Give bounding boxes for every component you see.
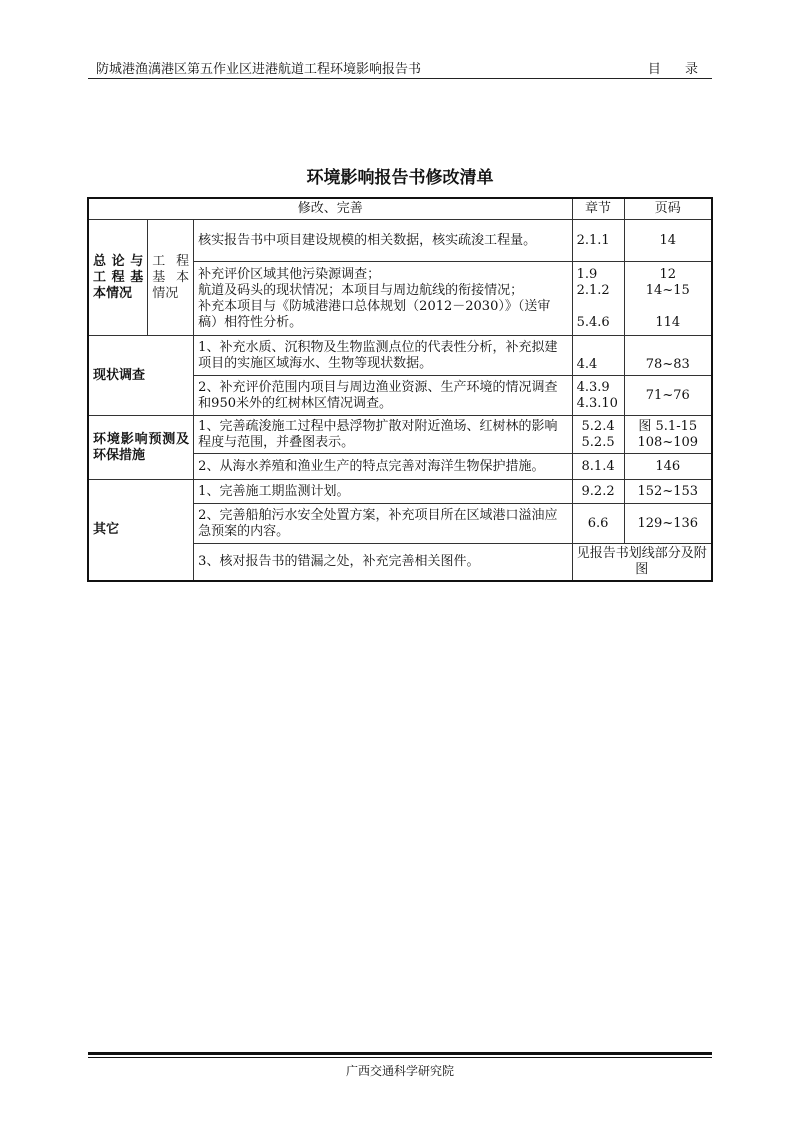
- section-cell: 6.6: [572, 504, 624, 544]
- page-cell: 71~76: [624, 376, 712, 416]
- section-cell: 2.1.1: [572, 220, 624, 262]
- section-cell: 4.4: [572, 336, 624, 376]
- header-section: 章节: [572, 198, 624, 220]
- page-cell: 152~153: [624, 480, 712, 504]
- table-row: [88, 336, 712, 376]
- page-line: 图 5.1-15: [638, 418, 698, 434]
- page-header: [88, 56, 712, 79]
- section-line: 5.4.6: [576, 314, 610, 330]
- footer-divider: [88, 1057, 712, 1058]
- section-cell: [572, 376, 624, 416]
- page-cell: 146: [624, 454, 712, 480]
- content-cell: 核实报告书中项目建设规模的相关数据，核实疏浚工程量。: [194, 220, 572, 262]
- table-row: [88, 416, 712, 454]
- page-cell: 78~83: [624, 336, 712, 376]
- section-line: 1.9: [576, 266, 598, 282]
- section-line: 5.2.5: [581, 434, 615, 450]
- page-line: 12: [659, 266, 677, 282]
- page-line: 114: [655, 314, 681, 330]
- content-cell: 2、从海水养殖和渔业生产的特点完善对海洋生物保护措施。: [194, 454, 572, 480]
- content-line: 补充本项目与《防城港港口总体规划（2012－2030）》（送审稿）相符性分析。: [198, 298, 551, 330]
- subcategory-cell: 工程基本情况: [148, 220, 194, 336]
- category-cell: 总论与工程基本情况: [88, 220, 148, 336]
- revision-table: [87, 197, 713, 582]
- section-line: 4.3.9: [576, 379, 610, 395]
- content-line: 航道及码头的现状情况；本项目与周边航线的衔接情况；: [198, 282, 524, 298]
- content-cell: 1、完善疏浚施工过程中悬浮物扩散对附近渔场、红树林的影响程度与范围，并叠图表示。: [194, 416, 572, 454]
- footer-text: 广西交通科学研究院: [345, 1064, 454, 1078]
- footer-divider: [88, 1052, 712, 1055]
- content-cell: 3、核对报告书的错漏之处，补充完善相关图件。: [194, 544, 572, 582]
- document-title: 防城港渔澫港区第五作业区进港航道工程环境影响报告书: [96, 62, 422, 77]
- section-cell: 8.1.4: [572, 454, 624, 480]
- section-label: 目 录: [647, 62, 708, 77]
- page-line: 108~109: [637, 434, 699, 450]
- header-content: 修改、完善: [88, 198, 572, 220]
- page-cell: [624, 262, 712, 336]
- category-cell: 现状调查: [88, 336, 194, 416]
- page-title: 环境影响报告书修改清单: [306, 168, 494, 188]
- page-cell: 见报告书划线部分及附图: [572, 544, 712, 582]
- content-line: 补充评价区域其他污染源调查；: [198, 266, 381, 282]
- table-row: [88, 480, 712, 504]
- section-cell: [572, 416, 624, 454]
- category-cell: 环境影响预测及环保措施: [88, 416, 194, 480]
- table-header-row: [88, 198, 712, 220]
- section-cell: 9.2.2: [572, 480, 624, 504]
- page-cell: 14: [624, 220, 712, 262]
- section-line: 5.2.4: [581, 418, 615, 434]
- table-row: [88, 220, 712, 262]
- page-line: 14~15: [645, 282, 690, 298]
- section-line: 4.3.10: [576, 395, 618, 411]
- content-cell: 2、补充评价范围内项目与周边渔业资源、生产环境的情况调查和950米外的红树林区情况调查。: [194, 376, 572, 416]
- content-cell: [194, 262, 572, 336]
- page-cell: 129~136: [624, 504, 712, 544]
- content-cell: 1、完善施工期监测计划。: [194, 480, 572, 504]
- content-cell: 1、补充水质、沉积物及生物监测点位的代表性分析，补充拟建项目的实施区域海水、生物等现状数据。: [194, 336, 572, 376]
- page-cell: [624, 416, 712, 454]
- header-page: 页码: [624, 198, 712, 220]
- section-cell: [572, 262, 624, 336]
- section-line: 2.1.2: [576, 282, 610, 298]
- category-cell: 其它: [88, 480, 194, 582]
- content-cell: 2、完善船舶污水安全处置方案，补充项目所在区域港口溢油应急预案的内容。: [194, 504, 572, 544]
